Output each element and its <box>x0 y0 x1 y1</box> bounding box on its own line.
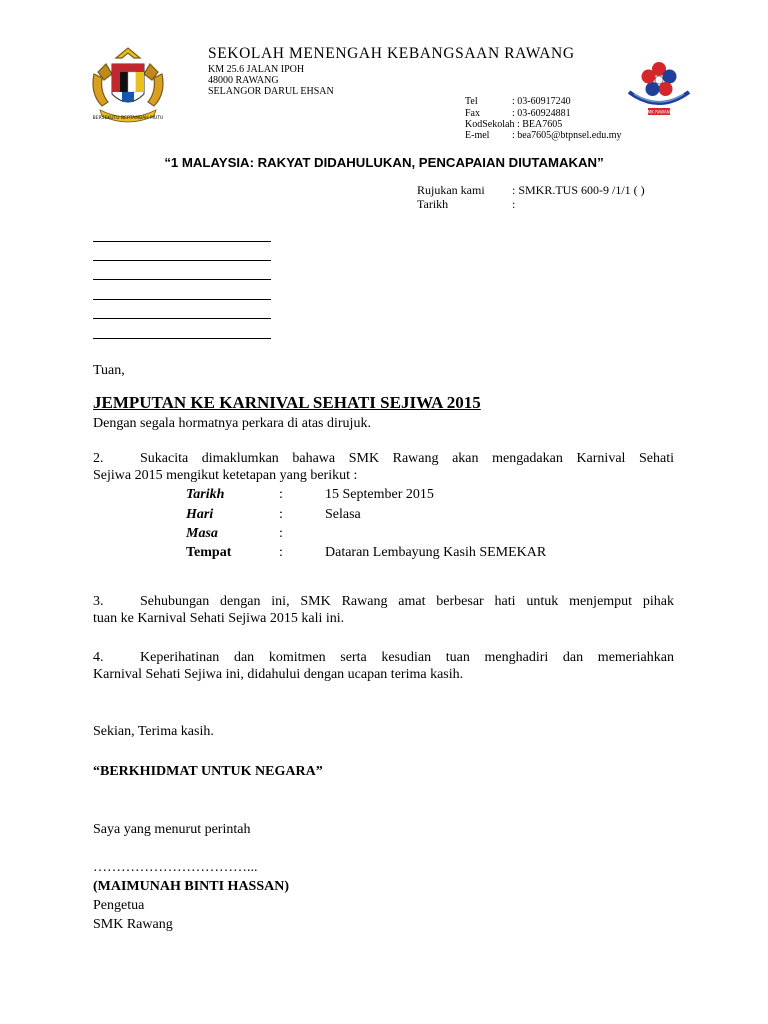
contact-school-code-value: KodSekolah : BEA7605 <box>465 119 563 130</box>
closing-text: Sekian, Terima kasih. <box>93 724 214 739</box>
paragraph-3-line-1 <box>93 592 674 611</box>
service-slogan: “BERKHIDMAT UNTUK NEGARA” <box>93 764 323 779</box>
paragraph-2-text: Sukacita dimaklumkan bahawa SMK Rawang akan mengadakan Karnival Sehati <box>140 451 674 466</box>
recipient-line <box>93 338 271 339</box>
date-value: : <box>512 197 516 211</box>
crest-motto: BERSEKUTU BERTAMBAH MUTU <box>92 116 164 121</box>
address-line-2: 48000 RAWANG <box>208 75 279 86</box>
detail-value-date: 15 September 2015 <box>325 487 434 502</box>
signature-intro: Saya yang menurut perintah <box>93 822 251 837</box>
contact-email-value: : bea7605@btpnsel.edu.my <box>512 130 622 141</box>
paragraph-3-text: Sehubungan dengan ini, SMK Rawang amat berbesar hati untuk menjemput pihak <box>140 594 674 609</box>
paragraph-3-line-2: tuan ke Karnival Sehati Sejiwa 2015 kali ini. <box>93 611 345 626</box>
date-row <box>417 197 515 212</box>
detail-label-date: Tarikh <box>186 487 225 502</box>
contact-tel <box>465 96 571 107</box>
recipient-line <box>93 241 271 242</box>
intro-text: Dengan segala hormatnya perkara di atas dirujuk. <box>93 416 371 431</box>
reference-value: : SMKR.TUS 600-9 /1/1 ( ) <box>512 183 645 197</box>
signatory-name: (MAIMUNAH BINTI HASSAN) <box>93 879 290 894</box>
school-name: SEKOLAH MENENGAH KEBANGSAAN RAWANG <box>208 45 575 62</box>
signature-dots: ……………………………... <box>93 860 258 875</box>
contact-school-code <box>465 119 562 130</box>
paragraph-2-number: 2. <box>93 451 104 466</box>
paragraph-2-line-1 <box>93 449 674 468</box>
reference-label: Rujukan kami <box>417 183 485 197</box>
contact-tel-value: : 03-60917240 <box>512 96 571 107</box>
letter-title: JEMPUTAN KE KARNIVAL SEHATI SEJIWA 2015 <box>93 393 481 412</box>
contact-email <box>465 130 621 141</box>
detail-label-venue: Tempat <box>186 545 232 560</box>
paragraph-4-line-1 <box>93 648 674 667</box>
recipient-line <box>93 299 271 300</box>
smk-rawang-logo-icon <box>626 60 692 120</box>
paragraph-3-number: 3. <box>93 594 104 609</box>
paragraph-4-text: Keperihatinan dan komitmen serta kesudian tuan menghadiri dan memeriahkan <box>140 650 674 665</box>
date-label: Tarikh <box>417 197 449 211</box>
contact-fax-value: : 03-60924881 <box>512 108 571 119</box>
signatory-position: Pengetua <box>93 898 145 913</box>
paragraph-4-line-2: Karnival Sehati Sejiwa ini, didahului dengan ucapan terima kasih. <box>93 667 464 682</box>
malaysia-coat-of-arms-icon <box>86 44 170 128</box>
paragraph-4-number: 4. <box>93 650 104 665</box>
contact-email-label: E-mel <box>465 130 490 141</box>
recipient-line <box>93 318 271 319</box>
detail-colon: : <box>279 487 283 502</box>
detail-label-time: Masa <box>186 526 218 541</box>
detail-value-venue: Dataran Lembayung Kasih SEMEKAR <box>325 545 547 560</box>
paragraph-2-line-2: Sejiwa 2015 mengikut ketetapan yang berikut : <box>93 468 358 483</box>
address-line-1: KM 25.6 JALAN IPOH <box>208 64 305 75</box>
salutation: Tuan, <box>93 363 125 378</box>
detail-value-day: Selasa <box>325 507 361 522</box>
contact-fax <box>465 108 571 119</box>
detail-label-day: Hari <box>186 507 214 522</box>
national-motto: “1 MALAYSIA: RAKYAT DIDAHULUKAN, PENCAPAIAN DIUTAMAKAN” <box>164 155 604 170</box>
school-logo-text: SMK RAWANG <box>645 109 673 115</box>
recipient-line <box>93 260 271 261</box>
contact-fax-label: Fax <box>465 108 480 119</box>
detail-colon: : <box>279 507 283 522</box>
detail-colon: : <box>279 545 283 560</box>
detail-colon: : <box>279 526 283 541</box>
address-line-3: SELANGOR DARUL EHSAN <box>208 86 334 97</box>
reference-row <box>417 183 645 198</box>
contact-tel-label: Tel <box>465 96 478 107</box>
signatory-school: SMK Rawang <box>93 917 173 932</box>
recipient-line <box>93 279 271 280</box>
